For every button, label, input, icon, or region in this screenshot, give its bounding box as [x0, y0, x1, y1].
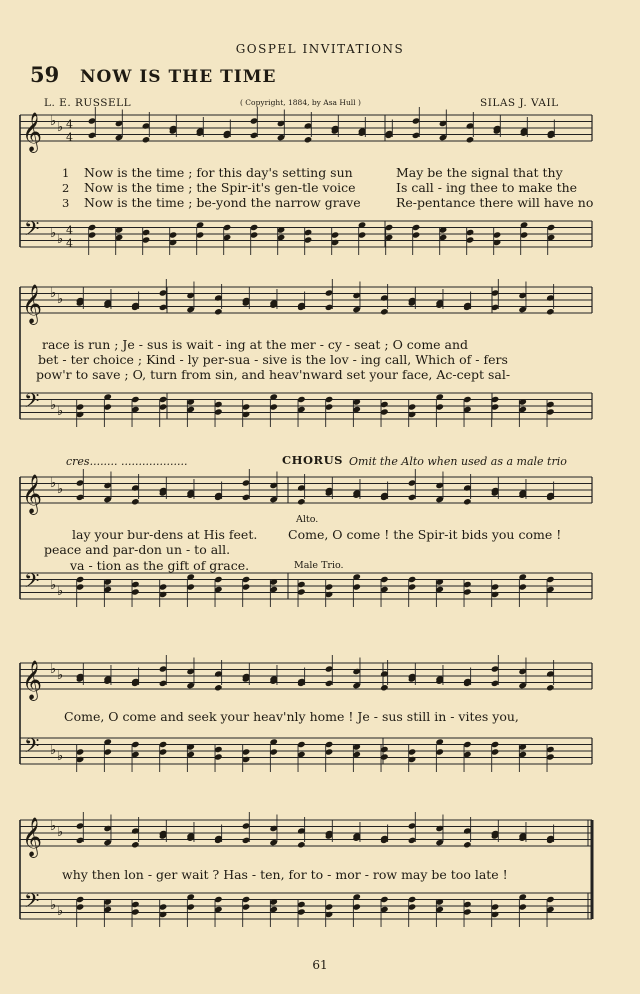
section-header: GOSPEL INVITATIONS — [235, 42, 405, 56]
composer-credit: SILAS J. VAIL — [480, 97, 559, 109]
svg-text:𝄢: 𝄢 — [24, 389, 40, 417]
svg-text:4: 4 — [66, 224, 73, 237]
svg-text:♭: ♭ — [57, 584, 64, 599]
svg-text:♭: ♭ — [50, 226, 57, 241]
svg-text:♭: ♭ — [50, 898, 57, 913]
svg-text:♭: ♭ — [57, 668, 64, 683]
lyric-line: bet - ter choice ; Kind - ly per-sua - sive is the lov - ing call, Which of - fers — [38, 352, 508, 367]
svg-text:𝄞: 𝄞 — [22, 660, 43, 700]
svg-text:♭: ♭ — [50, 743, 57, 758]
svg-text:♭: ♭ — [57, 482, 64, 497]
lyric-line: pow'r to save ; O, turn from sin, and heav'nward set your face, Ac-cept sal- — [36, 367, 511, 382]
verse-number: 2 — [62, 181, 70, 195]
svg-text:𝄞: 𝄞 — [22, 112, 43, 152]
performance-note: Omit the Alto when used as a male trio — [349, 455, 567, 468]
svg-text:♭: ♭ — [57, 292, 64, 307]
verse-number: 1 — [62, 166, 70, 180]
copyright-notice: ( Copyright, 1884, by Asa Hull ) — [240, 98, 361, 107]
svg-text:4: 4 — [66, 118, 73, 131]
lyric-line: Come, O come ! the Spir-it bids you come ! — [288, 527, 562, 542]
svg-text:♭: ♭ — [50, 398, 57, 413]
lyric-line: Re-pentance there will have no — [396, 195, 594, 210]
svg-text:♭: ♭ — [57, 904, 64, 919]
lyric-line: va - tion as the gift of grace. — [70, 558, 250, 573]
svg-text:♭: ♭ — [57, 120, 64, 135]
svg-text:♭: ♭ — [50, 578, 57, 593]
svg-text:𝄞: 𝄞 — [22, 474, 43, 514]
page-number: 61 — [312, 958, 328, 972]
svg-text:♭: ♭ — [50, 286, 57, 301]
svg-text:♭: ♭ — [57, 749, 64, 764]
lyric-line: Now is the time ; the Spir-it's gen-tle voice — [84, 180, 356, 195]
lyric-line: Is call - ing thee to make the — [396, 180, 578, 195]
lyric-line: Now is the time ; for this day's setting sun — [84, 165, 353, 180]
hymn-title: NOW IS THE TIME — [80, 67, 277, 87]
lyric-line: why then lon - ger wait ? Has - ten, for to - mor - row may be too late ! — [62, 867, 508, 882]
male-trio-label: Male Trio. — [294, 560, 344, 571]
lyric-line: Come, O come and seek your heav'nly home ! Je - sus still in - vites you, — [64, 709, 519, 724]
svg-text:♭: ♭ — [57, 232, 64, 247]
hymn-number: 59 — [30, 62, 60, 87]
dynamic-marking: cres........ ................... — [66, 455, 188, 468]
svg-text:𝄢: 𝄢 — [24, 734, 40, 762]
lyric-line: peace and par-don un - to all. — [44, 542, 231, 557]
svg-text:𝄞: 𝄞 — [22, 817, 43, 857]
svg-text:♭: ♭ — [50, 819, 57, 834]
lyric-line: May be the signal that thy — [396, 165, 563, 180]
svg-text:4: 4 — [66, 131, 73, 144]
svg-text:♭: ♭ — [50, 662, 57, 677]
svg-text:𝄢: 𝄢 — [24, 217, 40, 245]
chorus-label: CHORUS — [282, 453, 343, 467]
svg-text:4: 4 — [66, 237, 73, 250]
svg-text:𝄢: 𝄢 — [24, 569, 40, 597]
svg-text:♭: ♭ — [50, 114, 57, 129]
lyric-line: Now is the time ; be-yond the narrow grave — [84, 195, 361, 210]
verse-number: 3 — [62, 196, 70, 210]
svg-text:♭: ♭ — [50, 476, 57, 491]
svg-text:𝄞: 𝄞 — [22, 284, 43, 324]
svg-text:𝄢: 𝄢 — [24, 889, 40, 917]
lyricist-credit: L. E. RUSSELL — [44, 97, 132, 109]
svg-text:♭: ♭ — [57, 404, 64, 419]
svg-text:♭: ♭ — [57, 825, 64, 840]
lyric-line: race is run ; Je - sus is wait - ing at the mer - cy - seat ; O come and — [42, 337, 469, 352]
lyric-line: lay your bur-dens at His feet. — [72, 527, 258, 542]
alto-label: Alto. — [296, 514, 319, 525]
